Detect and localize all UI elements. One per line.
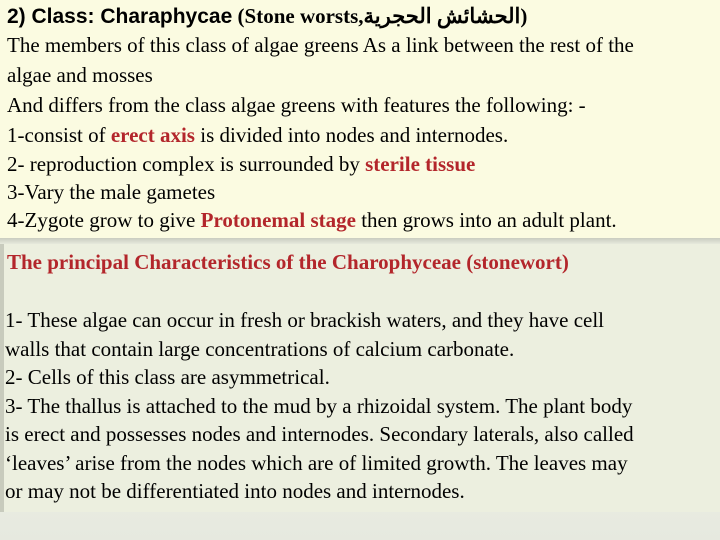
feature-4-highlight: Protonemal stage: [200, 208, 356, 232]
feature-3: 3-Vary the male gametes: [7, 180, 216, 204]
feature-4: [7, 208, 617, 232]
characteristics-heading: The principal Characteristics of the Charophyceae (stonewort): [7, 250, 569, 274]
class-description-section: [0, 0, 720, 238]
feature-2: [7, 152, 475, 176]
description-line-3: And differs from the class algae greens with features the following: -: [7, 93, 586, 117]
feature-1-pre: 1-consist of: [7, 123, 111, 147]
characteristic-3-line-1: 3- The thallus is attached to the mud by a rhizoidal system. The plant body: [5, 394, 633, 418]
characteristic-3-line-2: is erect and possesses nodes and internodes. Secondary laterals, also called: [5, 422, 634, 446]
feature-2-highlight: sterile tissue: [365, 152, 476, 176]
feature-2-pre: 2- reproduction complex is surrounded by: [7, 152, 366, 176]
title-arabic-name: الحشائش الحجرية: [363, 4, 521, 28]
characteristic-3-line-3: ‘leaves’ arise from the nodes which are of limited growth. The leaves may: [5, 451, 628, 475]
feature-4-pre: 4-Zygote grow to give: [7, 208, 201, 232]
feature-4-post: then grows into an adult plant.: [355, 208, 617, 232]
title-close-paren: ): [520, 4, 528, 28]
title-prefix: 2) Class: Charaphycae: [7, 5, 233, 28]
feature-1-highlight: erect axis: [110, 123, 195, 147]
panel-left-border: [0, 244, 4, 512]
characteristic-2: 2- Cells of this class are asymmetrical.: [5, 365, 330, 389]
title-common-name: (Stone worsts,: [232, 4, 364, 28]
characteristic-1-line-1: 1- These algae can occur in fresh or brackish waters, and they have cell: [5, 308, 605, 332]
description-line-1: The members of this class of algae greens As a link between the rest of the: [7, 33, 634, 57]
characteristics-panel: [0, 244, 720, 512]
characteristic-1-line-2: walls that contain large concentrations of calcium carbonate.: [5, 337, 515, 361]
feature-1-post: is divided into nodes and internodes.: [194, 123, 509, 147]
class-title: [7, 4, 527, 29]
description-line-2: algae and mosses: [7, 63, 153, 87]
characteristic-3-line-4: or may not be differentiated into nodes and internodes.: [5, 479, 465, 503]
feature-1: [7, 123, 508, 147]
